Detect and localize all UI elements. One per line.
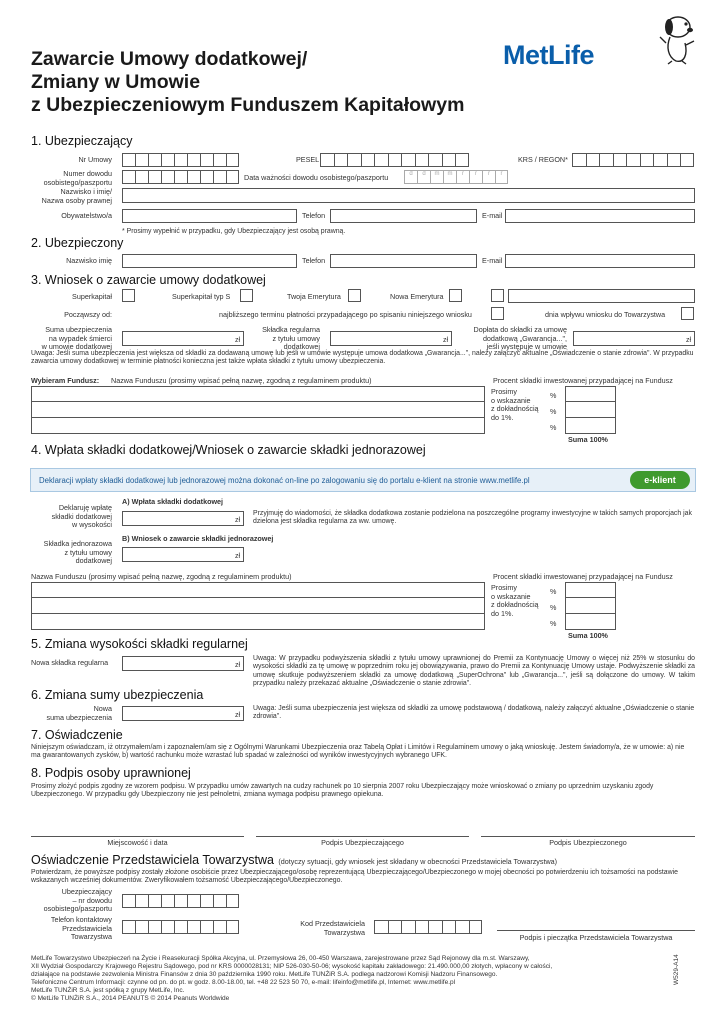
rep-kod-field[interactable] bbox=[374, 920, 482, 934]
eklient-badge[interactable]: e-klient bbox=[630, 471, 690, 489]
deklaruje-field[interactable]: zł bbox=[122, 511, 244, 526]
podpis-ubezpieczajacego-line[interactable] bbox=[256, 836, 469, 837]
fund-name-4[interactable] bbox=[31, 582, 485, 598]
ubezpieczony-nazwisko-label: Nazwisko imię bbox=[66, 256, 112, 265]
section-4-heading: 4. Wpłata składki dodatkowej/Wniosek o zawarcie składki jednorazowej bbox=[31, 443, 426, 457]
nazwa-funduszu-label: Nazwa Funduszu (prosimy wpisać pełną nazwę, zgodną z regulaminem produktu) bbox=[111, 376, 372, 385]
section-7-text: Niniejszym oświadczam, iż otrzymałem/am i zapoznałem/am się z Ogólnymi Warunkami Ubezpieczenia oraz Tabelą Opłat i Limitów i Regulaminem umowy o jaką wnioskuję. Jestem świadomy/a, że w umowie: a) nie ma gwarantowanych zysków, b) wartość rachunku może wzrastać lub spadać w zależności od wyników inwestycyjnych wybranego UFK. bbox=[31, 744, 685, 760]
section-5-heading: 5. Zmiana wysokości składki regularnej bbox=[31, 637, 248, 651]
footer-line: działające na podstawie zezwolenia Ministra Finansów z dnia 30 października 1990 roku. MetLife TUNŻiR S.A. podlega nadzorowi Komisji Nadzoru Finansowego. bbox=[31, 970, 498, 978]
najblizszego-terminu-checkbox[interactable] bbox=[491, 307, 504, 320]
dnia-wplywu-checkbox[interactable] bbox=[681, 307, 694, 320]
nazwisko-label: Nazwisko i imię/ Nazwa osoby prawnej bbox=[41, 187, 112, 205]
rep-heading-row bbox=[31, 851, 557, 869]
twoja-emerytura-checkbox[interactable] bbox=[348, 289, 361, 302]
doplata-label: Dopłata do składki za umowę dodatkową „Gwarancja...", jeśli występuje w umowie bbox=[473, 325, 567, 351]
rep-telefon-field[interactable] bbox=[122, 920, 239, 934]
suma-ubezp-field[interactable]: zł bbox=[122, 331, 244, 346]
section-1-heading: 1. Ubezpieczający bbox=[31, 134, 133, 148]
section-6-heading: 6. Zmiana sumy ubezpieczenia bbox=[31, 688, 204, 702]
footer-line: Telefoniczne Centrum Informacji: czynne od pn. do pt. w godz. 8.00-18.00, tel. +48 22 523 50 70, e-mail: lifeinfo@metlife.pl, Internet: www.metlife.pl bbox=[31, 978, 456, 986]
pct-sign: % bbox=[550, 407, 557, 416]
fund-name-1[interactable] bbox=[31, 386, 485, 402]
nr-umowy-label: Nr Umowy bbox=[78, 155, 112, 164]
footer-line: MetLife Towarzystwo Ubezpieczeń na Życie i Reasekuracji Spółka Akcyjna, ul. Przemysłowa 26, 00-450 Warszawa, zarejestrowane przez Sąd Rejonowy dla m.st. Warszawy, bbox=[31, 955, 530, 962]
nowa-emerytura-checkbox[interactable] bbox=[449, 289, 462, 302]
rep-podpis-label: Podpis i pieczątka Przedstawiciela Towarzystwa bbox=[519, 933, 673, 942]
snoopy-icon bbox=[652, 13, 700, 65]
fund-name-3[interactable] bbox=[31, 418, 485, 434]
rep-kod-label: Kod Przedstawiciela Towarzystwa bbox=[300, 919, 365, 937]
a-text: Przyjmuję do wiadomości, że składka dodatkowa zostanie podzielona na poszczególne programy inwestycyjne w takich samych proporcjach jak dzielona jest składka regularna za ww. umowę. bbox=[253, 510, 692, 526]
superkapital-label: Superkapitał bbox=[72, 292, 112, 301]
nowa-suma-label: Nowa suma ubezpieczenia bbox=[46, 704, 112, 722]
fund-pct-4[interactable] bbox=[565, 582, 616, 598]
krs-field[interactable] bbox=[572, 153, 694, 167]
suma-100-label: Suma 100% bbox=[568, 435, 608, 444]
section-3-uwaga: Uwaga: Jeśli suma ubezpieczenia jest większa od składki za dodawaną umowę lub jeśli w umowie występuje umowa dodatkowa „Gwarancja...", należy załączyć aktualne „Oświadczenie o stanie zdrowia". W przypadku zawarcia umowy dodatkowej w terminie płatności konieczna jest także wpłata składki z tytułu umowy ubezpieczenia. bbox=[31, 350, 694, 366]
a-title: A) Wpłata składki dodatkowej bbox=[122, 497, 224, 506]
title-line-2: Zmiany w Umowie bbox=[31, 71, 201, 93]
nowa-skladka-field[interactable]: zł bbox=[122, 656, 244, 671]
doplata-field[interactable]: zł bbox=[573, 331, 695, 346]
wybieram-fundusz-label: Wybieram Fundusz: bbox=[31, 376, 100, 385]
form-code: W529-A14 bbox=[673, 954, 680, 985]
deklaruje-label: Deklaruję wpłatę składki dodatkowej w wysokości bbox=[51, 503, 112, 529]
superkapital-s-label: Superkapitał typ S bbox=[172, 292, 231, 301]
poczawszy-label: Począwszy od: bbox=[64, 310, 112, 319]
telefon-label: Telefon bbox=[302, 211, 326, 220]
section-6-uwaga: Uwaga: Jeśli suma ubezpieczenia jest większa od składki za umowę podstawową / dodatkową, należy załączyć aktualne „Oświadczenie o stanie zdrowia". bbox=[253, 705, 695, 721]
fund-pct-1[interactable] bbox=[565, 386, 616, 402]
other-product-field[interactable] bbox=[508, 289, 695, 303]
section-8-text: Prosimy złożyć podpis zgodny ze wzorem podpisu. W przypadku umów zawartych na cudzy rachunek po 10 sierpnia 2007 roku Ubezpieczający może wnioskować o zmiany po uprzednim uzyskaniu zgody Ubezpieczonego. W przypadku gdy Ubezpieczony nie jest pełnoletni, zmiana wymaga podpisu prawnego opiekuna. bbox=[31, 783, 654, 799]
skladka-regularna-field[interactable]: zł bbox=[330, 331, 452, 346]
footer bbox=[31, 955, 681, 1002]
title-line-1: Zawarcie Umowy dodatkowej/ bbox=[31, 48, 308, 70]
podpis-ubezpieczonego-label: Podpis Ubezpieczonego bbox=[549, 838, 627, 847]
obywatelstwo-field[interactable] bbox=[122, 209, 297, 223]
nr-dowodu-label: Numer dowodu osobistego/paszportu bbox=[43, 169, 112, 187]
metlife-logo: MetLife bbox=[503, 40, 594, 70]
pesel-label: PESEL bbox=[296, 155, 320, 164]
ubezpieczony-telefon-field[interactable] bbox=[330, 254, 477, 268]
rep-telefon-label: Telefon kontaktowy Przedstawiciela Towarzystwa bbox=[50, 915, 112, 941]
b-title: B) Wniosek o zawarcie składki jednorazowej bbox=[122, 534, 274, 543]
nowa-emerytura-label: Nowa Emerytura bbox=[390, 292, 444, 301]
ubezpieczony-nazwisko-field[interactable] bbox=[122, 254, 297, 268]
superkapital-s-checkbox[interactable] bbox=[240, 289, 253, 302]
rep-nr-dowodu-field[interactable] bbox=[122, 894, 239, 908]
ubezpieczony-email-field[interactable] bbox=[505, 254, 695, 268]
miejscowosc-label: Miejscowość i data bbox=[107, 838, 168, 847]
twoja-emerytura-label: Twoja Emerytura bbox=[287, 292, 341, 301]
skladka-jedn-label: Składka jednorazowa z tytułu umowy dodatkowej bbox=[43, 539, 112, 565]
fund-name-5[interactable] bbox=[31, 598, 485, 614]
dnia-wplywu-label: dnia wpływu wniosku do Towarzystwa bbox=[545, 310, 666, 319]
superkapital-checkbox[interactable] bbox=[122, 289, 135, 302]
nazwa-funduszu-label-2: Nazwa Funduszu (prosimy wpisać pełną nazwę, zgodną z regulaminem produktu) bbox=[31, 572, 292, 581]
footnote-legal-person: * Prosimy wypełnić w przypadku, gdy Ubezpieczający jest osobą prawną. bbox=[122, 228, 346, 235]
obywatelstwo-label: Obywatelstwo/a bbox=[61, 211, 112, 220]
rep-podpis-line[interactable] bbox=[497, 930, 695, 931]
title-line-3: z Ubezpieczeniowym Funduszem Kapitałowym bbox=[31, 94, 465, 116]
section-7-heading: 7. Oświadczenie bbox=[31, 728, 123, 742]
other-product-checkbox[interactable] bbox=[491, 289, 504, 302]
ubezpieczony-email-label: E-mail bbox=[482, 256, 503, 265]
fund-name-2[interactable] bbox=[31, 402, 485, 418]
footer-line: XII Wydział Gospodarczy Krajowego Rejestru Sądowego, pod nr KRS 0000028131; NIP 526-030-50-06; wysokość kapitału zakładowego: 21.490.000,00 złotych, wpłacony w całości, bbox=[31, 962, 553, 970]
nowa-suma-field[interactable]: zł bbox=[122, 706, 244, 721]
fund-pct-2[interactable] bbox=[565, 402, 616, 418]
ubezpieczony-telefon-label: Telefon bbox=[302, 256, 326, 265]
section-8-heading: 8. Podpis osoby uprawnionej bbox=[31, 766, 191, 780]
email-label: E-mail bbox=[482, 211, 503, 220]
form-title bbox=[31, 48, 464, 117]
telefon-field[interactable] bbox=[330, 209, 477, 223]
section-5-uwaga: Uwaga: W przypadku podwyższenia składki z tytułu umowy uprawnionej do Premii za Kontynuację Umowy o więcej niż 25% w stosunku do wysokości składki za tę umowę w poprzednim roku jej obowiązywania, prawo do Premii za Kontynuację Umowy ustaje. Podwyższenie składki za umowę skutkuje podwyższeniem składki za umowę dodatkową „SuperOchrona" lub „Gwarancja...", jeśli są dołączone do umowy. W takim przypadku należy przekazać aktualne „Oświadczenie o stanie zdrowia". bbox=[253, 655, 695, 688]
krs-label: KRS / REGON* bbox=[518, 155, 568, 164]
suma-ubezp-label: Suma ubezpieczenia na wypadek śmierci w umowie dodatkowej bbox=[41, 325, 112, 351]
fund-pct-6[interactable] bbox=[565, 614, 616, 630]
miejscowosc-line[interactable] bbox=[31, 836, 244, 837]
rep-text: Potwierdzam, że powyższe podpisy zostały złożone osobiście przez Ubezpieczającego/osobę reprezentującą Ubezpieczającego/Ubezpieczonego w mojej obecności po potwierdzeniu ich tożsamości na podstawie wskazanych wcześniej dokumentów. Zweryfikowałem tożsamość Ubezpieczającego/Ubezpieczonego. bbox=[31, 869, 678, 885]
pesel-field[interactable] bbox=[320, 153, 469, 167]
fund-name-6[interactable] bbox=[31, 614, 485, 630]
nr-umowy-field[interactable] bbox=[122, 153, 239, 167]
email-field[interactable] bbox=[505, 209, 695, 223]
najblizszego-terminu-label: najbliższego terminu płatności przypadającego po spisaniu niniejszego wniosku bbox=[219, 310, 472, 319]
skladka-jedn-field[interactable]: zł bbox=[122, 547, 244, 562]
rep-heading-note: (dotyczy sytuacji, gdy wniosek jest składany w obecności Przedstawiciela Towarzystwa) bbox=[278, 857, 558, 866]
pct-sign: % bbox=[550, 619, 557, 628]
pct-sign: % bbox=[550, 391, 557, 400]
footer-line: MetLife TUNŻiR S.A. jest spółką z grupy MetLife, Inc. bbox=[31, 986, 185, 994]
data-waznosci-field[interactable]: d d m m r r r r bbox=[404, 170, 508, 184]
fund-pct-3[interactable] bbox=[565, 418, 616, 434]
footer-line: © MetLife TUNŻiR S.A., 2014 PEANUTS © 2014 Peanuts Worldwide bbox=[31, 994, 230, 1002]
suma-100-label-2: Suma 100% bbox=[568, 631, 608, 640]
pct-sign: % bbox=[550, 603, 557, 612]
fund-pct-5[interactable] bbox=[565, 598, 616, 614]
podpis-ubezpieczajacego-label: Podpis Ubezpieczającego bbox=[321, 838, 404, 847]
rep-nr-dowodu-label: Ubezpieczający – nr dowodu osobistego/paszportu bbox=[43, 887, 112, 913]
pct-sign: % bbox=[550, 423, 557, 432]
section-3-heading: 3. Wniosek o zawarcie umowy dodatkowej bbox=[31, 273, 266, 287]
podpis-ubezpieczonego-line[interactable] bbox=[481, 836, 695, 837]
rep-heading: Oświadczenie Przedstawiciela Towarzystwa bbox=[31, 853, 274, 867]
eklient-info-bar bbox=[30, 468, 696, 492]
eklient-info-text: Deklaracji wpłaty składki dodatkowej lub jednorazowej można dokonać on-line po zalogowaniu się do portalu e-klient na stronie www.metlife.pl bbox=[39, 476, 530, 485]
nowa-skladka-label: Nowa składka regularna bbox=[31, 658, 109, 667]
section-2-heading: 2. Ubezpieczony bbox=[31, 236, 124, 250]
prosimy-label-2: Prosimy o wskazanie z dokładnością do 1%. bbox=[491, 583, 539, 618]
procent-label-2: Procent składki inwestowanej przypadającej na Fundusz bbox=[493, 572, 673, 581]
procent-label: Procent składki inwestowanej przypadającej na Fundusz bbox=[493, 376, 673, 385]
pct-sign: % bbox=[550, 587, 557, 596]
nazwisko-field[interactable] bbox=[122, 188, 695, 203]
nr-dowodu-field[interactable] bbox=[122, 170, 239, 184]
skladka-regularna-label: Składka regularna z tytułu umowy dodatkowej bbox=[262, 325, 320, 351]
prosimy-label: Prosimy o wskazanie z dokładnością do 1%. bbox=[491, 387, 539, 422]
data-waznosci-label: Data ważności dowodu osobistego/paszportu bbox=[244, 173, 389, 182]
